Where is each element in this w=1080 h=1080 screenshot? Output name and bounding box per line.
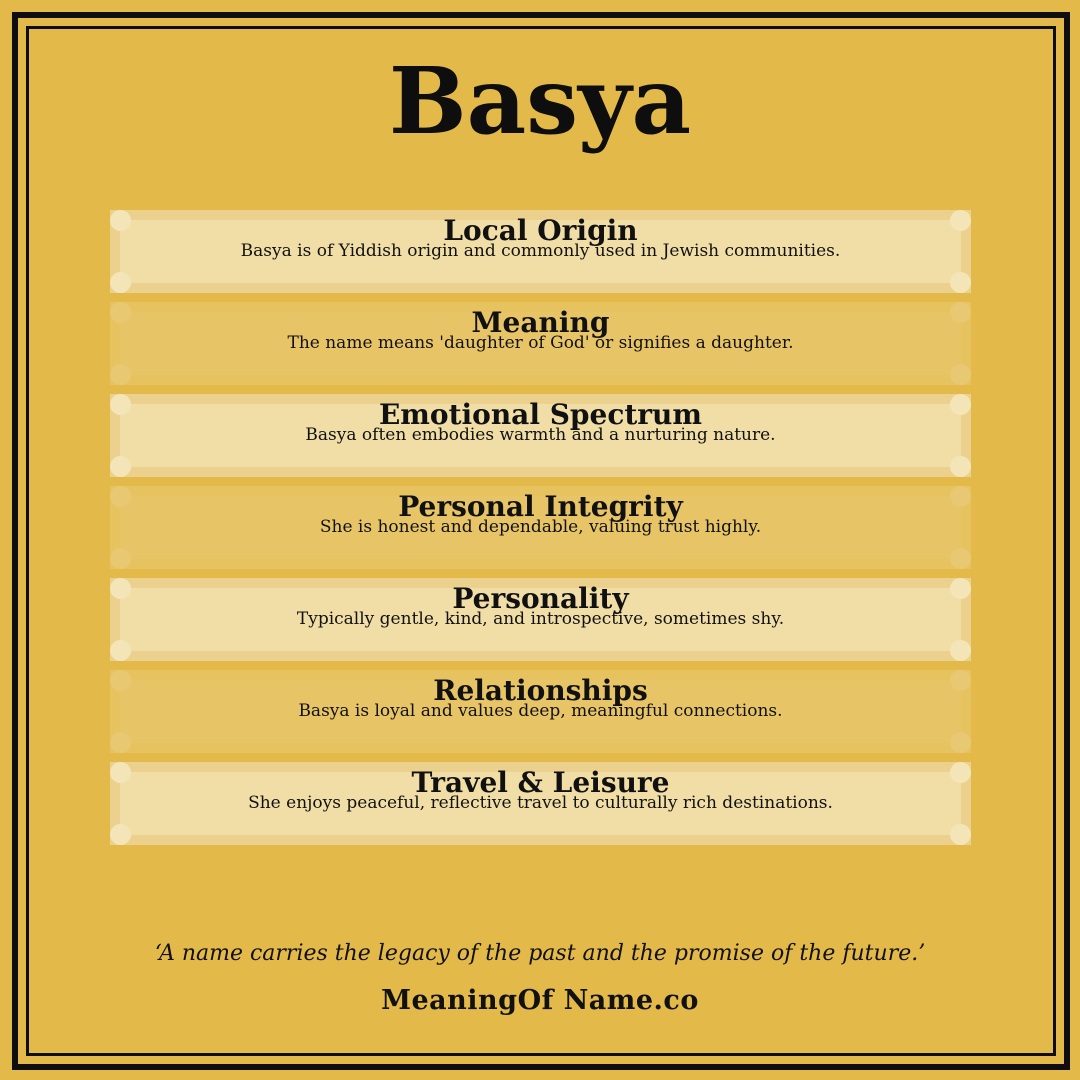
- quote-text: ‘A name carries the legacy of the past and the promise of the future.’: [154, 941, 926, 966]
- corner-dot: [110, 364, 131, 385]
- card-local-origin: [110, 210, 971, 293]
- card-emotional-spectrum: [110, 394, 971, 477]
- corner-dot: [110, 548, 131, 569]
- trait-cards: [110, 210, 971, 854]
- corner-dot: [110, 456, 131, 477]
- corner-dot: [110, 824, 131, 845]
- card-description: The name means 'daughter of God' or signifies a daughter.: [287, 333, 794, 353]
- corner-dot: [950, 272, 971, 293]
- corner-dot: [950, 456, 971, 477]
- card-description: Typically gentle, kind, and introspective, sometimes shy.: [296, 609, 785, 629]
- card-description: She is honest and dependable, valuing trust highly.: [319, 517, 762, 537]
- corner-dot: [110, 640, 131, 661]
- site-credit: MeaningOf Name.co: [381, 985, 699, 1016]
- card-heading: Travel & Leisure: [411, 766, 670, 799]
- corner-dot: [950, 364, 971, 385]
- card-heading: Meaning: [471, 306, 610, 339]
- card-travel-leisure: [110, 762, 971, 845]
- card-relationships: [110, 670, 971, 753]
- card-heading: Emotional Spectrum: [378, 398, 703, 431]
- corner-dot: [950, 732, 971, 753]
- corner-dot: [950, 640, 971, 661]
- card-heading: Personality: [452, 582, 629, 615]
- name-title: Basya: [388, 47, 692, 155]
- corner-dot: [110, 732, 131, 753]
- card-description: Basya is of Yiddish origin and commonly used in Jewish communities.: [240, 241, 841, 261]
- card-heading: Personal Integrity: [398, 490, 683, 523]
- corner-dot: [110, 272, 131, 293]
- corner-dot: [950, 548, 971, 569]
- card-heading: Local Origin: [443, 214, 638, 247]
- card-description: Basya often embodies warmth and a nurturing nature.: [305, 425, 776, 445]
- card-meaning: [110, 302, 971, 385]
- card-description: Basya is loyal and values deep, meaningful connections.: [298, 701, 783, 721]
- corner-dot: [950, 824, 971, 845]
- card-personal-integrity: [110, 486, 971, 569]
- card-personality: [110, 578, 971, 661]
- card-heading: Relationships: [433, 674, 648, 707]
- card-description: She enjoys peaceful, reflective travel to culturally rich destinations.: [248, 793, 833, 813]
